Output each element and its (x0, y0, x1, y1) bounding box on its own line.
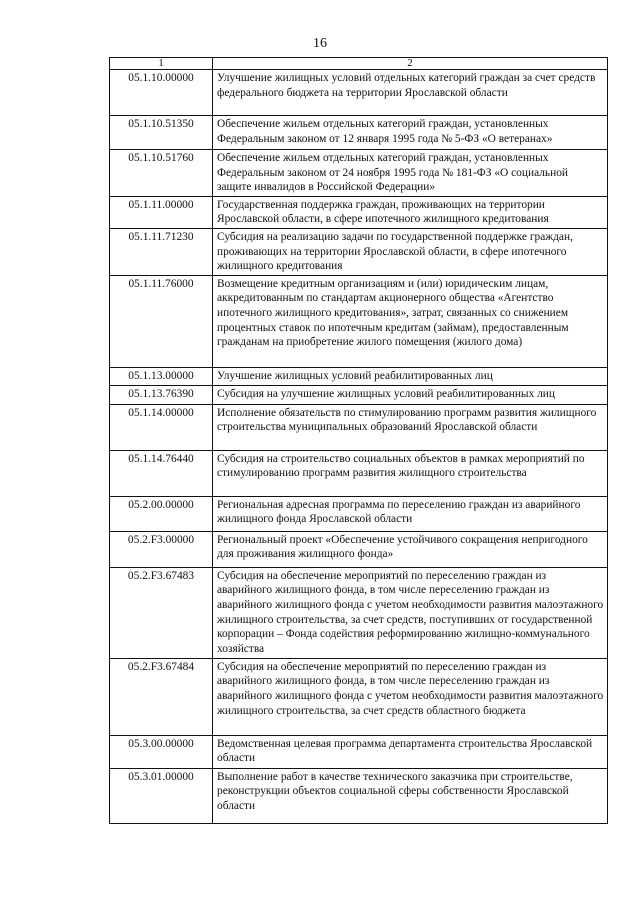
row-description: Обеспечение жильем отдельных категорий граждан, установленных Федеральным законом от 12 января 1995 года № 5-ФЗ «О ветеранах» (213, 116, 608, 150)
row-description: Ведомственная целевая программа департамента строительства Ярославской области (213, 735, 608, 768)
row-description: Улучшение жилищных условий отдельных категорий граждан за счет средств федерального бюджета на территории Ярославской области (213, 70, 608, 116)
row-description: Субсидия на обеспечение мероприятий по переселению граждан из аварийного жилищного фонда, в том числе переселению граждан из аварийного жилищного фонда с учетом необходимости развития малоэтажного жилищного строительства, за счет средств областного бюджета (213, 658, 608, 735)
table-row (110, 531, 608, 567)
table-row (110, 196, 608, 228)
row-code: 05.1.11.71230 (110, 228, 213, 275)
row-code: 05.1.10.51350 (110, 116, 213, 150)
row-description: Выполнение работ в качестве технического заказчика при строительстве, реконструкции объектов социальной сферы собственности Ярославской области (213, 768, 608, 823)
table-row (110, 228, 608, 275)
table-row (110, 116, 608, 150)
row-code: 05.2.F3.00000 (110, 531, 213, 567)
column-header-description: 2 (213, 58, 608, 70)
row-code: 05.3.01.00000 (110, 768, 213, 823)
row-description: Субсидия на обеспечение мероприятий по переселению граждан из аварийного жилищного фонда, в том числе переселению граждан из аварийного жилищного фонда с учетом необходимости развития малоэтажного жилищного строительства, за счет средств, поступивших от государственной корпорации – Фонда содействия реформированию жилищно-коммунального хозяйства (213, 567, 608, 658)
row-code: 05.1.14.00000 (110, 404, 213, 450)
table-row (110, 275, 608, 367)
table-row (110, 567, 608, 658)
table-row (110, 450, 608, 496)
table-row (110, 70, 608, 116)
row-code: 05.1.11.00000 (110, 196, 213, 228)
row-code: 05.1.10.51760 (110, 150, 213, 197)
table-row (110, 768, 608, 823)
column-header-code: 1 (110, 58, 213, 70)
table-row (110, 385, 608, 404)
table-row (110, 367, 608, 385)
row-description: Региональная адресная программа по переселению граждан из аварийного жилищного фонда Ярославской области (213, 496, 608, 531)
row-code: 05.1.13.00000 (110, 367, 213, 385)
row-code: 05.2.00.00000 (110, 496, 213, 531)
row-code: 05.1.11.76000 (110, 275, 213, 367)
row-description: Улучшение жилищных условий реабилитированных лиц (213, 367, 608, 385)
table-header-row (110, 58, 608, 70)
table-row (110, 658, 608, 735)
row-code: 05.3.00.00000 (110, 735, 213, 768)
row-code: 05.2.F3.67484 (110, 658, 213, 735)
page-number: 16 (313, 36, 327, 51)
budget-classification-table (109, 57, 608, 824)
row-code: 05.2.F3.67483 (110, 567, 213, 658)
row-description: Субсидия на строительство социальных объектов в рамках мероприятий по стимулированию программ развития жилищного строительства (213, 450, 608, 496)
row-description: Региональный проект «Обеспечение устойчивого сокращения непригодного для проживания жилищного фонда» (213, 531, 608, 567)
row-description: Субсидия на улучшение жилищных условий реабилитированных лиц (213, 385, 608, 404)
table-row (110, 735, 608, 768)
table-row (110, 496, 608, 531)
row-description: Возмещение кредитным организациям и (или) юридическим лицам, аккредитованным по стандартам акционерного общества «Агентство ипотечного жилищного кредитования», затрат, связанных со снижением процентных ставок по ипотечным кредитам (займам), предоставленным гражданам на приобретение жилого помещения (жилого дома) (213, 275, 608, 367)
row-description: Субсидия на реализацию задачи по государственной поддержке граждан, проживающих на территории Ярославской области, в сфере ипотечного жилищного кредитования (213, 228, 608, 275)
row-description: Обеспечение жильем отдельных категорий граждан, установленных Федеральным законом от 24 ноября 1995 года № 181-ФЗ «О социальной защите инвалидов в Российской Федерации» (213, 150, 608, 197)
row-description: Государственная поддержка граждан, проживающих на территории Ярославской области, в сфере ипотечного жилищного кредитования (213, 196, 608, 228)
table-row (110, 150, 608, 197)
row-code: 05.1.10.00000 (110, 70, 213, 116)
row-code: 05.1.13.76390 (110, 385, 213, 404)
row-code: 05.1.14.76440 (110, 450, 213, 496)
row-description: Исполнение обязательств по стимулированию программ развития жилищного строительства муниципальных образований Ярославской области (213, 404, 608, 450)
table-row (110, 404, 608, 450)
